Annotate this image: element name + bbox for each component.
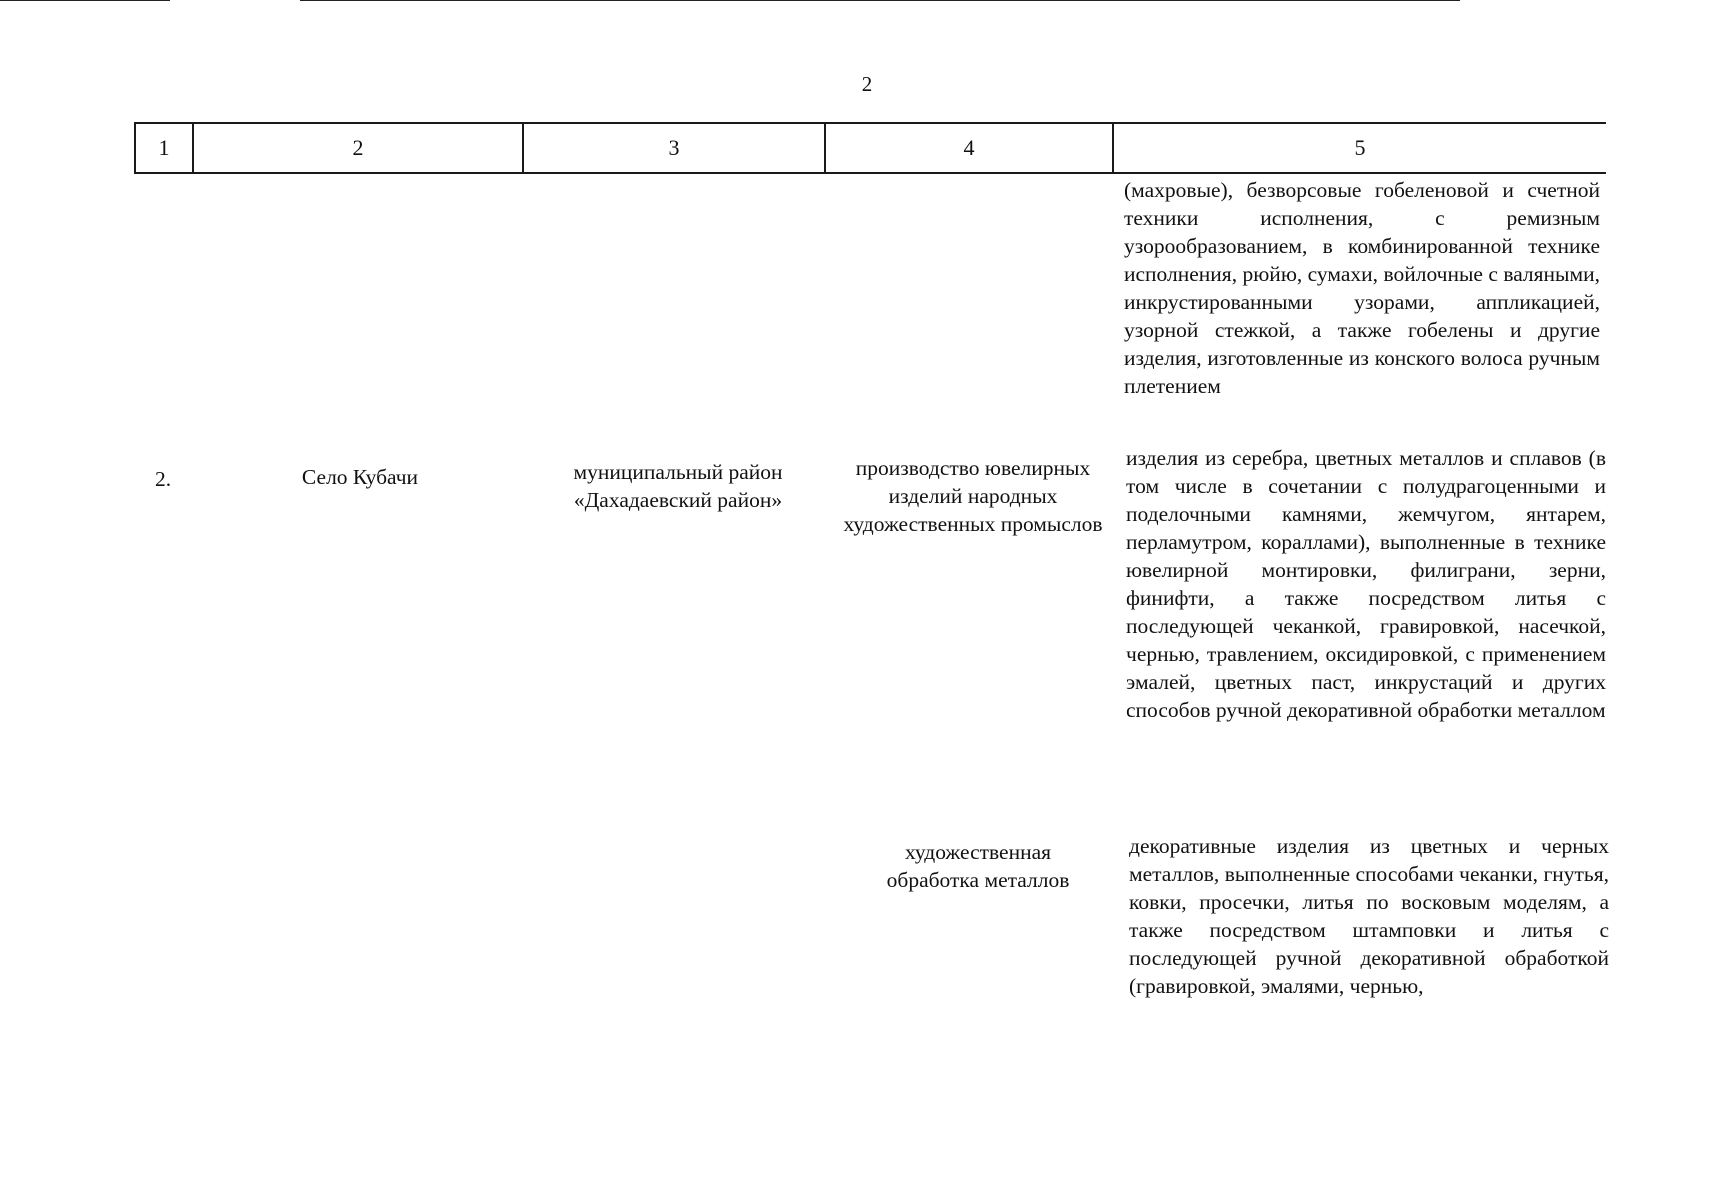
scan-edge-line-right bbox=[300, 0, 1460, 1]
header-cell-2: 2 bbox=[194, 124, 524, 172]
header-cell-3: 3 bbox=[524, 124, 826, 172]
page-number: 2 bbox=[861, 72, 873, 96]
header-cell-1: 1 bbox=[136, 124, 194, 172]
craft-type-jewelry: производство ювелирных изделий народных художественных промыслов bbox=[843, 456, 1103, 536]
craft-description-metalwork: декоративные изделия из цветных и черных металлов, выполненные способами чеканки, гнутья, ковки, просечки, литья по восковым моделям, а также посредством штамповки и литья с последующей ручной декоративной обработкой (гравировкой, эмалями, чернью, bbox=[1129, 834, 1609, 998]
table-header-row bbox=[134, 122, 1606, 174]
row-number: 2. bbox=[155, 467, 172, 491]
scan-edge-line-left bbox=[0, 0, 170, 1]
craft-description-jewelry: изделия из серебра, цветных металлов и сплавов (в том числе в сочетании с полудрагоценными и поделочными камнями, жемчугом, янтарем, перламутром, кораллами), выполненные в технике ювелирной монтировки, филиграни, зерни, финифти, а также посредством литья с последующей чеканкой, гравировкой, насечкой, чернью, травлением, оксидировкой, с применением эмалей, цветных паст, инкрустаций и других способов ручной декоративной обработки металлом bbox=[1126, 446, 1606, 722]
header-cell-5: 5 bbox=[1354, 135, 1366, 160]
district-name: муниципальный район «Дахадаевский район» bbox=[573, 460, 783, 512]
header-cell-4: 4 bbox=[826, 124, 1114, 172]
place-name: Село Кубачи bbox=[301, 465, 419, 489]
craft-type-metalwork: художественная обработка металлов bbox=[886, 840, 1070, 892]
continued-description: (махровые), безворсовые гобеленовой и счетной техники исполнения, с ремизным узорообразованием, в комбинированной технике исполнения, рюйю, сумахи, войлочные с валяными, инкрустированными узорами, аппликацией, узорной стежкой, а также гобелены и другие изделия, изготовленные из конского волоса ручным плетением bbox=[1124, 178, 1600, 398]
